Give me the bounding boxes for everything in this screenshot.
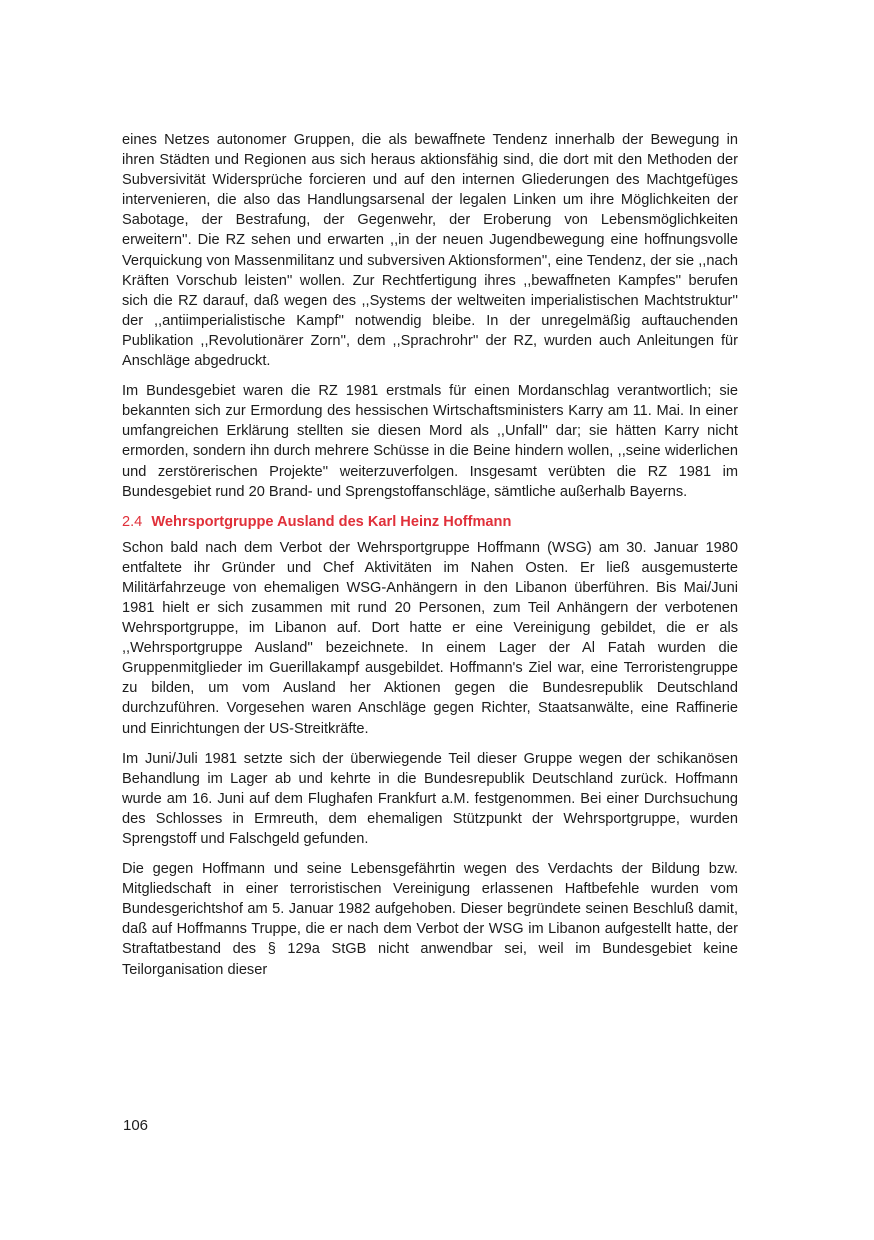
section-number: 2.4: [122, 513, 143, 530]
page-body: [122, 130, 738, 980]
section-heading: [122, 512, 738, 532]
paragraph-wsg-return: Im Juni/Juli 1981 setzte sich der überwiegende Teil dieser Gruppe wegen der schikanösen Behandlung im Lager ab und kehrte in die Bundesrepublik Deutschland zurück. Hoffmann wurde am 16. Juni auf dem Flughafen Frankfurt a.M. festgenommen. Bei einer Durchsuchung des Schlosses in Ermreuth, dem ehemaligen Stützpunkt der Wehrsportgruppe, wurden Sprengstoff und Falschgeld gefunden.: [122, 750, 738, 847]
paragraph-gap: [122, 849, 738, 859]
paragraph-gap: [122, 739, 738, 749]
paragraph-rz-karry: Im Bundesgebiet waren die RZ 1981 erstmals für einen Mordanschlag verantwortlich; sie bekannten sich zur Ermordung des hessischen Wirtschaftsministers Karry am 11. Mai. In einer umfangreichen Erklärung stellten sie diesen Mord als ,,Unfall'' dar; sie hätten Karry nicht ermorden, sondern ihn durch mehrere Schüsse in die Beine hindern wollen, ,,seine widerlichen und zerstörerischen Projekte'' weiterzuverfolgen. Insgesamt verübten die RZ 1981 im Bundesgebiet rund 20 Brand- und Sprengstoffanschläge, sämtliche außerhalb Bayerns.: [122, 383, 738, 500]
section-title: Wehrsportgruppe Ausland des Karl Heinz Hoffmann: [151, 513, 512, 530]
paragraph-haftbefehl: Die gegen Hoffmann und seine Lebensgefährtin wegen des Verdachts der Bildung bzw. Mitgliedschaft in einer terroristischen Vereinigung erlassenen Haftbefehle wurden vom Bundesgerichtshof am 5. Januar 1982 aufgehoben. Dieser begründete seinen Beschluß damit, daß auf Hoffmanns Truppe, die er nach dem Verbot der WSG im Libanon aufgestellt hatte, der Straftatbestand des § 129a StGB nicht anwendbar sei, weil im Bundesgebiet keine Teilorganisation dieser: [122, 861, 738, 978]
page-number: 106: [123, 1117, 149, 1134]
paragraph-gap: [122, 371, 738, 381]
paragraph-rz-network: eines Netzes autonomer Gruppen, die als bewaffnete Tendenz innerhalb der Bewegung in ihren Städten und Regionen aus sich heraus aktionsfähig sind, die dort mit den Methoden der Subversivität Widersprüche forcieren und auf den internen Gliederungen des Machtgefüges intervenieren, die also das Handlungsarsenal der legalen Linken um ihre Möglichkeiten der Sabotage, der Bestrafung, der Gegenwehr, der Eroberung von Lebensmöglichkeiten erweitern''. Die RZ sehen und erwarten ,,in der neuen Jugendbewegung eine hoffnungsvolle Verquickung von Massenmilitanz und subversiven Aktionsformen'', eine Tendenz, der sie ,,nach Kräften Vorschub leisten'' wollen. Zur Rechtfertigung ihres ,,bewaffneten Kampfes'' berufen sich die RZ darauf, daß wegen des ,,Systems der weltweiten imperialistischen Machtstruktur'' der ,,antiimperialistische Kampf'' notwendig bleibe. In der unregelmäßig auftauchenden Publikation ,,Revolutionärer Zorn'', dem ,,Sprachrohr'' der RZ, wurden auch Anleitungen für Anschläge abgedruckt.: [122, 132, 738, 370]
paragraph-wsg-lebanon: Schon bald nach dem Verbot der Wehrsportgruppe Hoffmann (WSG) am 30. Januar 1980 entfaltete ihr Gründer und Chef Aktivitäten im Nahen Osten. Er ließ ausgemusterte Militärfahrzeuge von ehemaligen WSG-Anhängern in den Libanon überführen. Bis Mai/Juni 1981 hielt er sich zusammen mit rund 20 Personen, zum Teil Anhängern der verbotenen Wehrsportgruppe, im Libanon auf. Dort hatte er eine Vereinigung gebildet, die er als ,,Wehrsportgruppe Ausland'' bezeichnete. In einem Lager der Al Fatah wurden die Gruppenmitglieder im Guerillakampf ausgebildet. Hoffmann's Ziel war, eine Terroristengruppe zu bilden, um vom Ausland her Aktionen gegen die Bundesrepublik Deutschland durchzuführen. Vorgesehen waren Anschläge gegen Richter, Staatsanwälte, eine Raffinerie und Einrichtungen der US-Streitkräfte.: [122, 539, 738, 737]
